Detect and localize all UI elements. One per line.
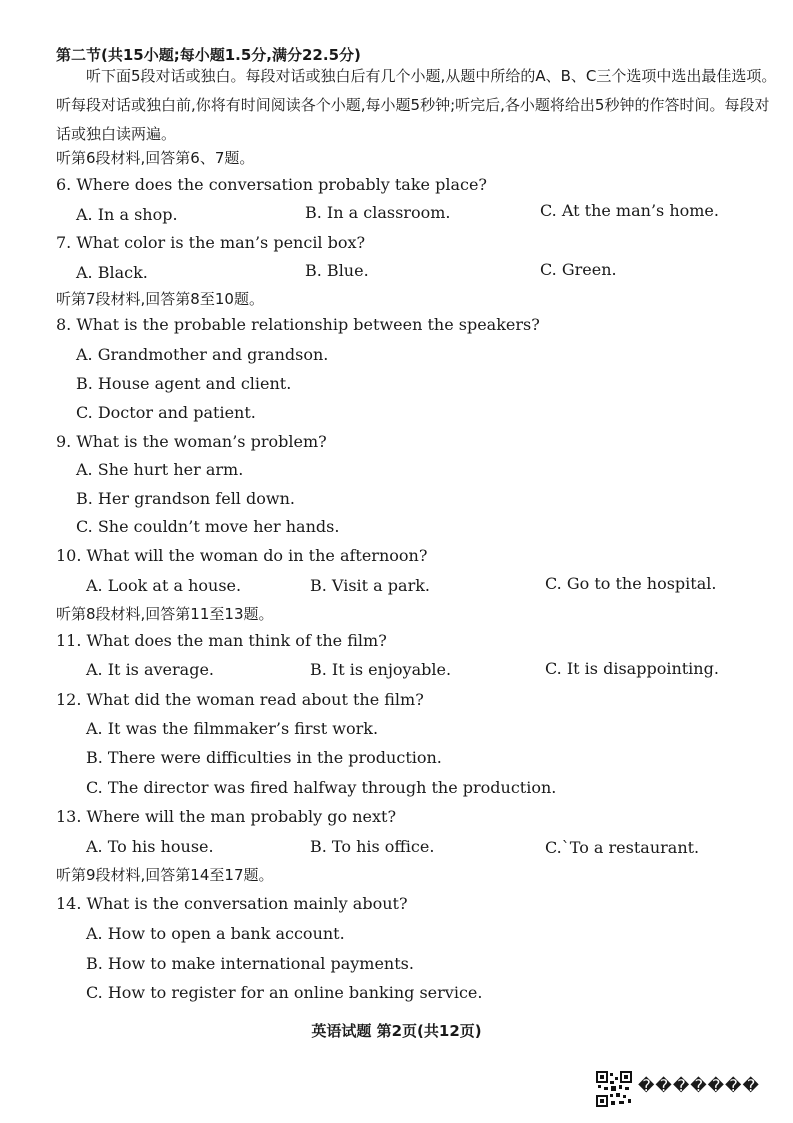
q7-option-c: C. Green.	[540, 260, 617, 279]
q14-option-a: A. How to open a bank account.	[86, 924, 345, 943]
q13-option-c: C.`To a restaurant.	[545, 838, 700, 857]
q8-option-b: B. House agent and client.	[76, 374, 292, 393]
question-14: 14. What is the conversation mainly about?	[56, 894, 408, 913]
q6-option-a: A. In a shop.	[76, 205, 178, 224]
group-intro: 听第7段材料,回答第8至10题。	[56, 290, 264, 308]
question-11: 11. What does the man think of the film?	[56, 631, 387, 650]
q9-option-c: C. She couldn’t move her hands.	[76, 517, 340, 536]
q11-option-c: C. It is disappointing.	[545, 659, 719, 678]
q12-option-a: A. It was the filmmaker’s first work.	[86, 719, 379, 738]
question-12: 12. What did the woman read about the film?	[56, 690, 424, 709]
question-7: 7. What color is the man’s pencil box?	[56, 233, 366, 252]
q14-option-b: B. How to make international payments.	[86, 954, 414, 973]
q11-option-b: B. It is enjoyable.	[310, 660, 452, 679]
q8-option-a: A. Grandmother and grandson.	[76, 345, 329, 364]
q7-option-b: B. Blue.	[305, 261, 369, 280]
question-10: 10. What will the woman do in the afternoon?	[56, 546, 428, 565]
q13-option-b: B. To his office.	[310, 837, 435, 856]
q9-option-b: B. Her grandson fell down.	[76, 489, 295, 508]
watermark-text: �������	[638, 1076, 760, 1095]
question-8: 8. What is the probable relationship between the speakers?	[56, 315, 540, 334]
q8-option-c: C. Doctor and patient.	[76, 403, 256, 422]
question-13: 13. Where will the man probably go next?	[56, 807, 397, 826]
question-9: 9. What is the woman’s problem?	[56, 432, 327, 451]
group-intro: 听第8段材料,回答第11至13题。	[56, 605, 274, 623]
q10-option-b: B. Visit a park.	[310, 576, 430, 595]
q14-option-c: C. How to register for an online banking service.	[86, 983, 483, 1002]
q6-option-b: B. In a classroom.	[305, 203, 451, 222]
q10-option-a: A. Look at a house.	[86, 576, 242, 595]
section-instructions: 听下面5段对话或独白。每段对话或独白后有几个小题,从题中所给的A、B、C三个选项中选出最佳选项。听每段对话或独白前,你将有时间阅读各个小题,每小题5秒钟;听完后,各小题将给出5秒钟的作答时间。每段对话或独白读两遍。	[56, 67, 777, 143]
qr-code-icon	[596, 1071, 632, 1107]
q12-option-b: B. There were difficulties in the production.	[86, 748, 442, 767]
q7-option-a: A. Black.	[76, 263, 148, 282]
q10-option-c: C. Go to the hospital.	[545, 574, 717, 593]
group-intro: 听第6段材料,回答第6、7题。	[56, 149, 255, 167]
q9-option-a: A. She hurt her arm.	[76, 460, 244, 479]
q6-option-c: C. At the man’s home.	[540, 201, 719, 220]
q13-option-a: A. To his house.	[86, 837, 214, 856]
q12-option-c: C. The director was fired halfway through the production.	[86, 778, 557, 797]
question-6: 6. Where does the conversation probably take place?	[56, 175, 487, 194]
section-heading: 第二节(共15小题;每小题1.5分,满分22.5分)	[56, 46, 361, 64]
page-footer: 英语试题 第2页(共12页)	[311, 1022, 482, 1040]
group-intro: 听第9段材料,回答第14至17题。	[56, 866, 274, 884]
q11-option-a: A. It is average.	[86, 660, 215, 679]
